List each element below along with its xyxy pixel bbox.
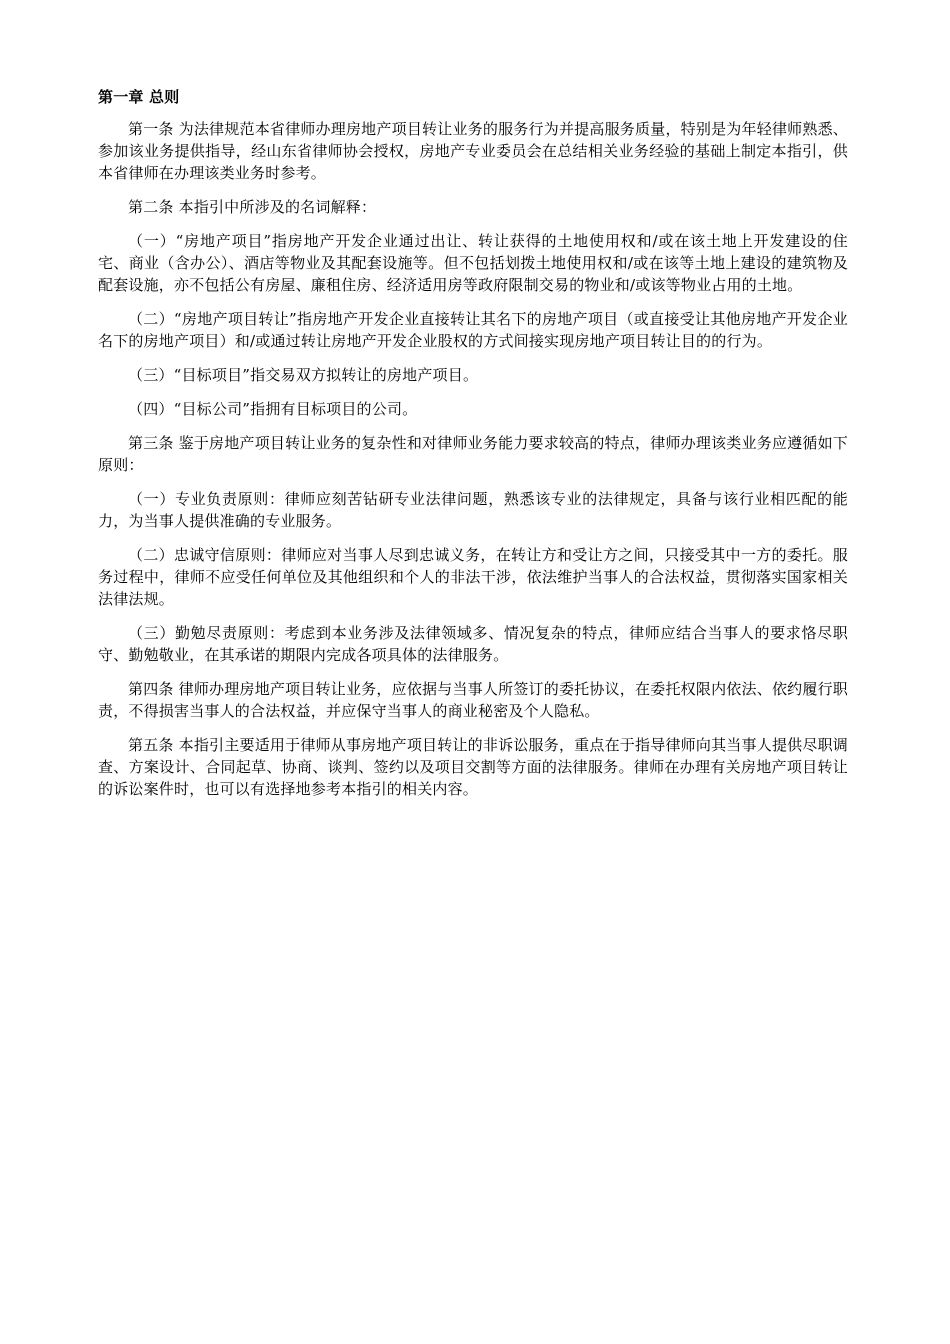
article-3-item-2: （二）忠诚守信原则：律师应对当事人尽到忠诚义务，在转让方和受让方之间，只接受其中一方的委托。服务过程中，律师不应受任何单位及其他组织和个人的非法干涉，依法维护当事人的合法权益，贯彻落实国家相关法律法规。: [98, 546, 848, 608]
article-3-item-1: （一）专业负责原则：律师应刻苦钻研专业法律问题，熟悉该专业的法律规定，具备与该行业相匹配的能力，为当事人提供准确的专业服务。: [98, 490, 848, 530]
article-4: 第四条 律师办理房地产项目转让业务，应依据与当事人所签订的委托协议，在委托权限内依法、依约履行职责，不得损害当事人的合法权益，并应保守当事人的商业秘密及个人隐私。: [98, 680, 848, 720]
article-2: 第二条 本指引中所涉及的名词解释：: [128, 198, 377, 216]
article-3: 第三条 鉴于房地产项目转让业务的复杂性和对律师业务能力要求较高的特点，律师办理该类业务应遵循如下原则：: [98, 434, 848, 474]
article-2-item-2: （二）“房地产项目转让”指房地产开发企业直接转让其名下的房地产项目（或直接受让其他房地产开发企业名下的房地产项目）和/或通过转让房地产开发企业股权的方式间接实现房地产项目转让目的的行为。: [98, 310, 848, 350]
article-5: 第五条 本指引主要适用于律师从事房地产项目转让的非诉讼服务，重点在于指导律师向其当事人提供尽职调查、方案设计、合同起草、协商、谈判、签约以及项目交割等方面的法律服务。律师在办理有关房地产项目转让的诉讼案件时，也可以有选择地参考本指引的相关内容。: [98, 736, 848, 798]
document-body: [98, 86, 848, 812]
article-2-item-1: （一）“房地产项目”指房地产开发企业通过出让、转让获得的土地使用权和/或在该土地上开发建设的住宅、商业（含办公）、酒店等物业及其配套设施等。但不包括划拨土地使用权和/或在该等土地上建设的建筑物及配套设施，亦不包括公有房屋、廉租住房、经济适用房等政府限制交易的物业和/或该等物业占用的土地。: [98, 232, 848, 294]
chapter-title: 第一章 总则: [98, 88, 180, 106]
article-2-item-3: （三）“目标项目”指交易双方拟转让的房地产项目。: [128, 366, 479, 384]
article-1: 第一条 为法律规范本省律师办理房地产项目转让业务的服务行为并提高服务质量，特别是为年轻律师熟悉、参加该业务提供指导，经山东省律师协会授权，房地产专业委员会在总结相关业务经验的基础上制定本指引，供本省律师在办理该类业务时参考。: [98, 120, 848, 182]
article-2-item-4: （四）“目标公司”指拥有目标项目的公司。: [128, 400, 418, 418]
article-3-item-3: （三）勤勉尽责原则：考虑到本业务涉及法律领域多、情况复杂的特点，律师应结合当事人的要求恪尽职守、勤勉敬业，在其承诺的期限内完成各项具体的法律服务。: [98, 624, 848, 664]
